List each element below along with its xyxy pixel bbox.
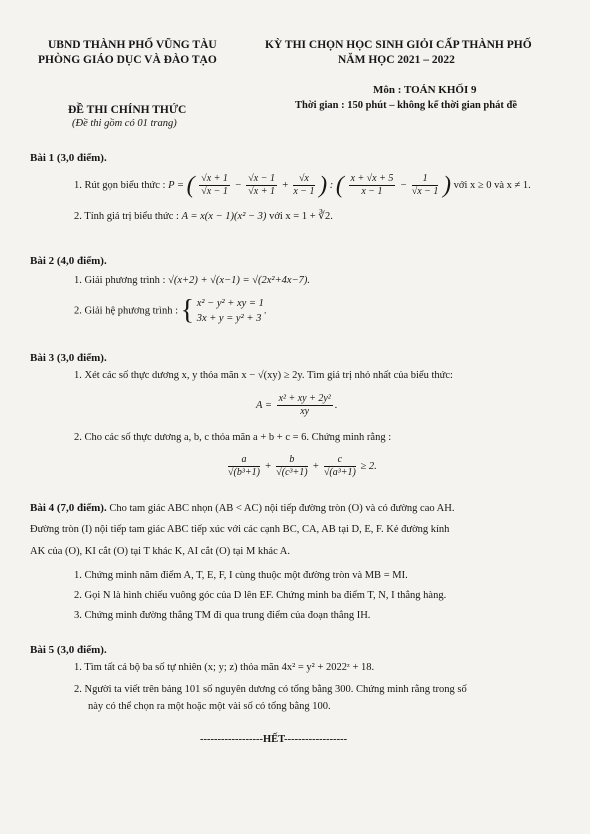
bai2-title: Bài 2 (4,0 điểm). (30, 255, 107, 267)
bai1-q2-text: 2. Tính giá trị biểu thức : (74, 211, 179, 222)
bai4-title: Bài 4 (7,0 điểm). (30, 502, 107, 514)
bai4-item-2: 2. Gọi N là hình chiếu vuông góc của D lên EF. Chứng minh ba điểm T, N, I thẳng hàng. (74, 590, 447, 601)
time-line (295, 100, 517, 111)
bai5-q2-line1: 2. Người ta viết trên bảng 101 số nguyên dương có tổng bằng 300. Chứng minh rằng trong số (74, 684, 467, 695)
bai2-q1-text: 1. Giải phương trình : (74, 275, 166, 286)
bai3-q2-text: 2. Cho các số thực dương a, b, c thỏa mãn a + b + c = 6. Chứng minh rằng : (74, 432, 392, 443)
exam-title: KỲ THI CHỌN HỌC SINH GIỎI CẤP THÀNH PHỐ (265, 39, 532, 51)
time-rest: – không kể thời gian phát đề (389, 100, 517, 111)
bai2-eq2: 3x + y = y² + 3 (196, 313, 262, 324)
bai2-q1 (74, 275, 310, 286)
bai1-q2-condition: với x = 1 + ∛2. (269, 211, 333, 222)
issuer-line1: UBND THÀNH PHỐ VŨNG TÀU (48, 39, 217, 51)
time-value: 150 phút (347, 100, 387, 111)
bai2-q1-expr: √(x+2) + √(x−1) = √(2x²+4x−7). (168, 275, 311, 286)
bai2-eq1: x² − y² + xy = 1 (196, 298, 264, 309)
bai4-line1 (30, 502, 454, 514)
bai4-item-3: 3. Chứng minh đường thẳng TM đi qua trung điểm của đoạn thẳng IH. (74, 610, 371, 621)
bai2-q2: 2. Giải hệ phương trình : { x² − y² + xy = 1 3x + y = y² + 3 . (74, 295, 267, 326)
bai2-system (197, 296, 264, 326)
bai4-intro3: AK của (O), KI cắt (O) tại T khác K, AI cắt (O) tại M khác A. (30, 546, 290, 557)
school-year: NĂM HỌC 2021 – 2022 (338, 54, 455, 66)
system-brace: { (180, 295, 195, 326)
official-label: ĐỀ THI CHÍNH THỨC (68, 104, 187, 116)
bai1-q1-text: 1. Rút gọn biểu thức : (74, 180, 166, 191)
bai5-title: Bài 5 (3,0 điểm). (30, 644, 107, 656)
bai5-q1: 1. Tìm tất cả bộ ba số tự nhiên (x; y; z) thỏa mãn 4x² = y² + 2022ᶻ + 18. (74, 662, 375, 673)
bai1-q1-condition: với x ≥ 0 và x ≠ 1. (453, 180, 531, 191)
bai1-q2-expr: A = x(x − 1)(x² − 3) (181, 211, 267, 222)
bai4-intro1: Cho tam giác ABC nhọn (AB < AC) nội tiếp đường tròn (O) và có đường cao AH. (109, 503, 455, 514)
bai1-q2 (74, 210, 333, 222)
end-marker: ------------------HẾT------------------ (200, 734, 348, 745)
issuer-line2: PHÒNG GIÁO DỤC VÀ ĐÀO TẠO (38, 54, 217, 66)
bai2-q2-text: 2. Giải hệ phương trình : (74, 305, 178, 317)
time-label: Thời gian : (295, 100, 345, 111)
bai4-item-1: 1. Chứng minh năm điểm A, T, E, F, I cùng thuộc một đường tròn và MB = MI. (74, 570, 408, 581)
bai3-q2-expr: $\frac{a}{\text{√(b³+1)}}$ + $\frac{b}{\text{√(c³+1)}}$ + $\frac{c}{\text{√(a³+1)}}$ ≥ 2. (228, 454, 377, 479)
subject-label: Môn : TOÁN KHỐI 9 (373, 84, 477, 96)
bai1-title: Bài 1 (3,0 điểm). (30, 152, 107, 164)
bai3-q1-expr: A = $\frac{\text{x² + xy + 2y²}}{xy}$ . (256, 393, 338, 418)
bai5-q2-line2: này có thể chọn ra một hoặc một vài số có tổng bằng 100. (88, 701, 331, 712)
bai3-title: Bài 3 (3,0 điểm). (30, 352, 107, 364)
bai4-intro2: Đường tròn (I) nội tiếp tam giác ABC tiếp xúc với các cạnh BC, CA, AB tại D, E, F. Kẻ đường kính (30, 524, 450, 535)
bai3-q1-text: 1. Xét các số thực dương x, y thỏa mãn x − √(xy) ≥ 2y. Tìm giá trị nhỏ nhất của biểu thức: (74, 370, 453, 381)
bai1-q1-expr: P = ( $\frac{√x + 1}{√x - 1}$ − $\frac{√x - 1}{√x + 1}$ + $\frac{√x}{x - 1}$ ) : ( $\frac{x + √x + 5}{x - 1}$ − $\frac{1}{√x - 1}$ ) (168, 172, 452, 199)
bai1-q1 (74, 169, 531, 203)
pages-note: (Đề thi gồm có 01 trang) (72, 118, 177, 129)
